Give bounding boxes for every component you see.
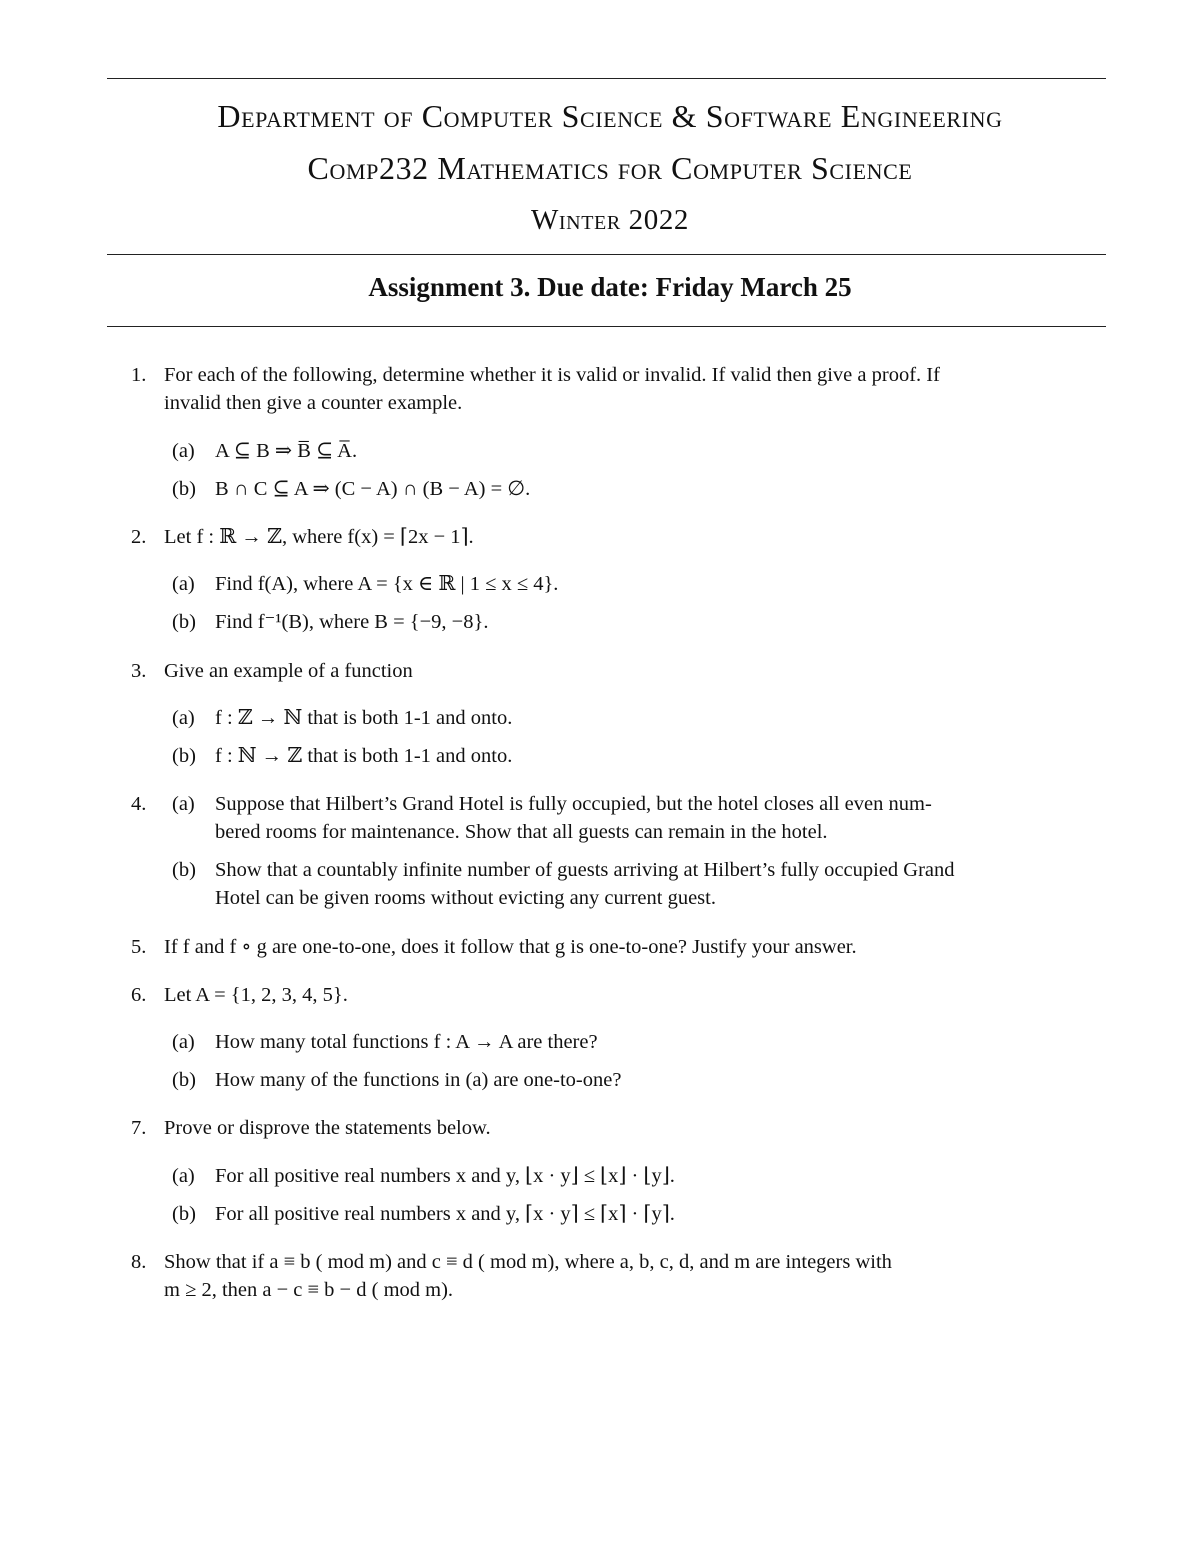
problem-text-line: Prove or disprove the statements below. <box>164 1117 491 1139</box>
part-text-line: f : ℕ → ℤ that is both 1-1 and onto. <box>215 745 513 767</box>
department-heading: Department of Computer Science & Software Engineering <box>217 98 1003 134</box>
problem-text-line: m ≥ 2, then a − c ≡ b − d ( mod m). <box>164 1279 454 1301</box>
problem-text-line: Let A = {1, 2, 3, 4, 5}. <box>164 984 348 1006</box>
part-text-line: Find f⁻¹(B), where B = {−9, −8}. <box>215 611 489 633</box>
part-label: (b) <box>172 859 196 881</box>
part-label: (b) <box>172 611 196 633</box>
header-rule <box>107 254 1106 255</box>
problem-number: 7. <box>131 1117 147 1139</box>
problem-text-line: invalid then give a counter example. <box>164 392 463 414</box>
part-text-line: Suppose that Hilbert’s Grand Hotel is fully occupied, but the hotel closes all even num- <box>215 793 932 815</box>
problem-number: 4. <box>131 793 147 815</box>
problem-number: 3. <box>131 660 147 682</box>
problem-text-line: Show that if a ≡ b ( mod m) and c ≡ d ( mod m), where a, b, c, d, and m are integers with <box>164 1251 892 1273</box>
assignment-title: Assignment 3. Due date: Friday March 25 <box>368 272 852 302</box>
course-heading: Comp232 Mathematics for Computer Science <box>307 150 913 186</box>
part-label: (a) <box>172 573 195 595</box>
part-text-line: bered rooms for maintenance. Show that all guests can remain in the hotel. <box>215 821 828 843</box>
part-label: (a) <box>172 1031 195 1053</box>
problem-number: 1. <box>131 364 147 386</box>
part-text-line: A ⊆ B ⇒ B̅ ⊆ A̅. <box>215 440 358 462</box>
problem-number: 5. <box>131 936 147 958</box>
part-text-line: How many total functions f : A → A are there? <box>215 1031 598 1053</box>
problem-text-line: Let f : ℝ → ℤ, where f(x) = ⌈2x − 1⌉. <box>164 526 474 548</box>
problem-number: 8. <box>131 1251 147 1273</box>
part-label: (a) <box>172 1165 195 1187</box>
problem-text-line: For each of the following, determine whether it is valid or invalid. If valid then give a proof. If <box>164 364 940 386</box>
part-label: (b) <box>172 1069 196 1091</box>
part-text-line: For all positive real numbers x and y, ⌊x · y⌋ ≤ ⌊x⌋ · ⌊y⌋. <box>215 1165 675 1187</box>
top-rule <box>107 78 1106 79</box>
part-label: (a) <box>172 440 195 462</box>
part-text-line: f : ℤ → ℕ that is both 1-1 and onto. <box>215 707 513 729</box>
problem-text-line: Give an example of a function <box>164 660 413 682</box>
part-text-line: Hotel can be given rooms without evicting any current guest. <box>215 887 716 909</box>
problem-number: 6. <box>131 984 147 1006</box>
part-label: (a) <box>172 793 195 815</box>
part-text-line: B ∩ C ⊆ A ⇒ (C − A) ∩ (B − A) = ∅. <box>215 478 531 500</box>
problem-number: 2. <box>131 526 147 548</box>
term-heading: Winter 2022 <box>530 204 690 236</box>
part-text-line: For all positive real numbers x and y, ⌈x · y⌉ ≤ ⌈x⌉ · ⌈y⌉. <box>215 1203 675 1225</box>
part-label: (b) <box>172 1203 196 1225</box>
part-text-line: Find f(A), where A = {x ∈ ℝ | 1 ≤ x ≤ 4}. <box>215 573 559 595</box>
part-label: (b) <box>172 478 196 500</box>
part-label: (a) <box>172 707 195 729</box>
part-text-line: Show that a countably infinite number of guests arriving at Hilbert’s fully occupied Grand <box>215 859 955 881</box>
part-label: (b) <box>172 745 196 767</box>
problem-text-line: If f and f ∘ g are one-to-one, does it follow that g is one-to-one? Justify your answer. <box>164 936 857 958</box>
part-text-line: How many of the functions in (a) are one-to-one? <box>215 1069 622 1091</box>
title-rule <box>107 326 1106 327</box>
